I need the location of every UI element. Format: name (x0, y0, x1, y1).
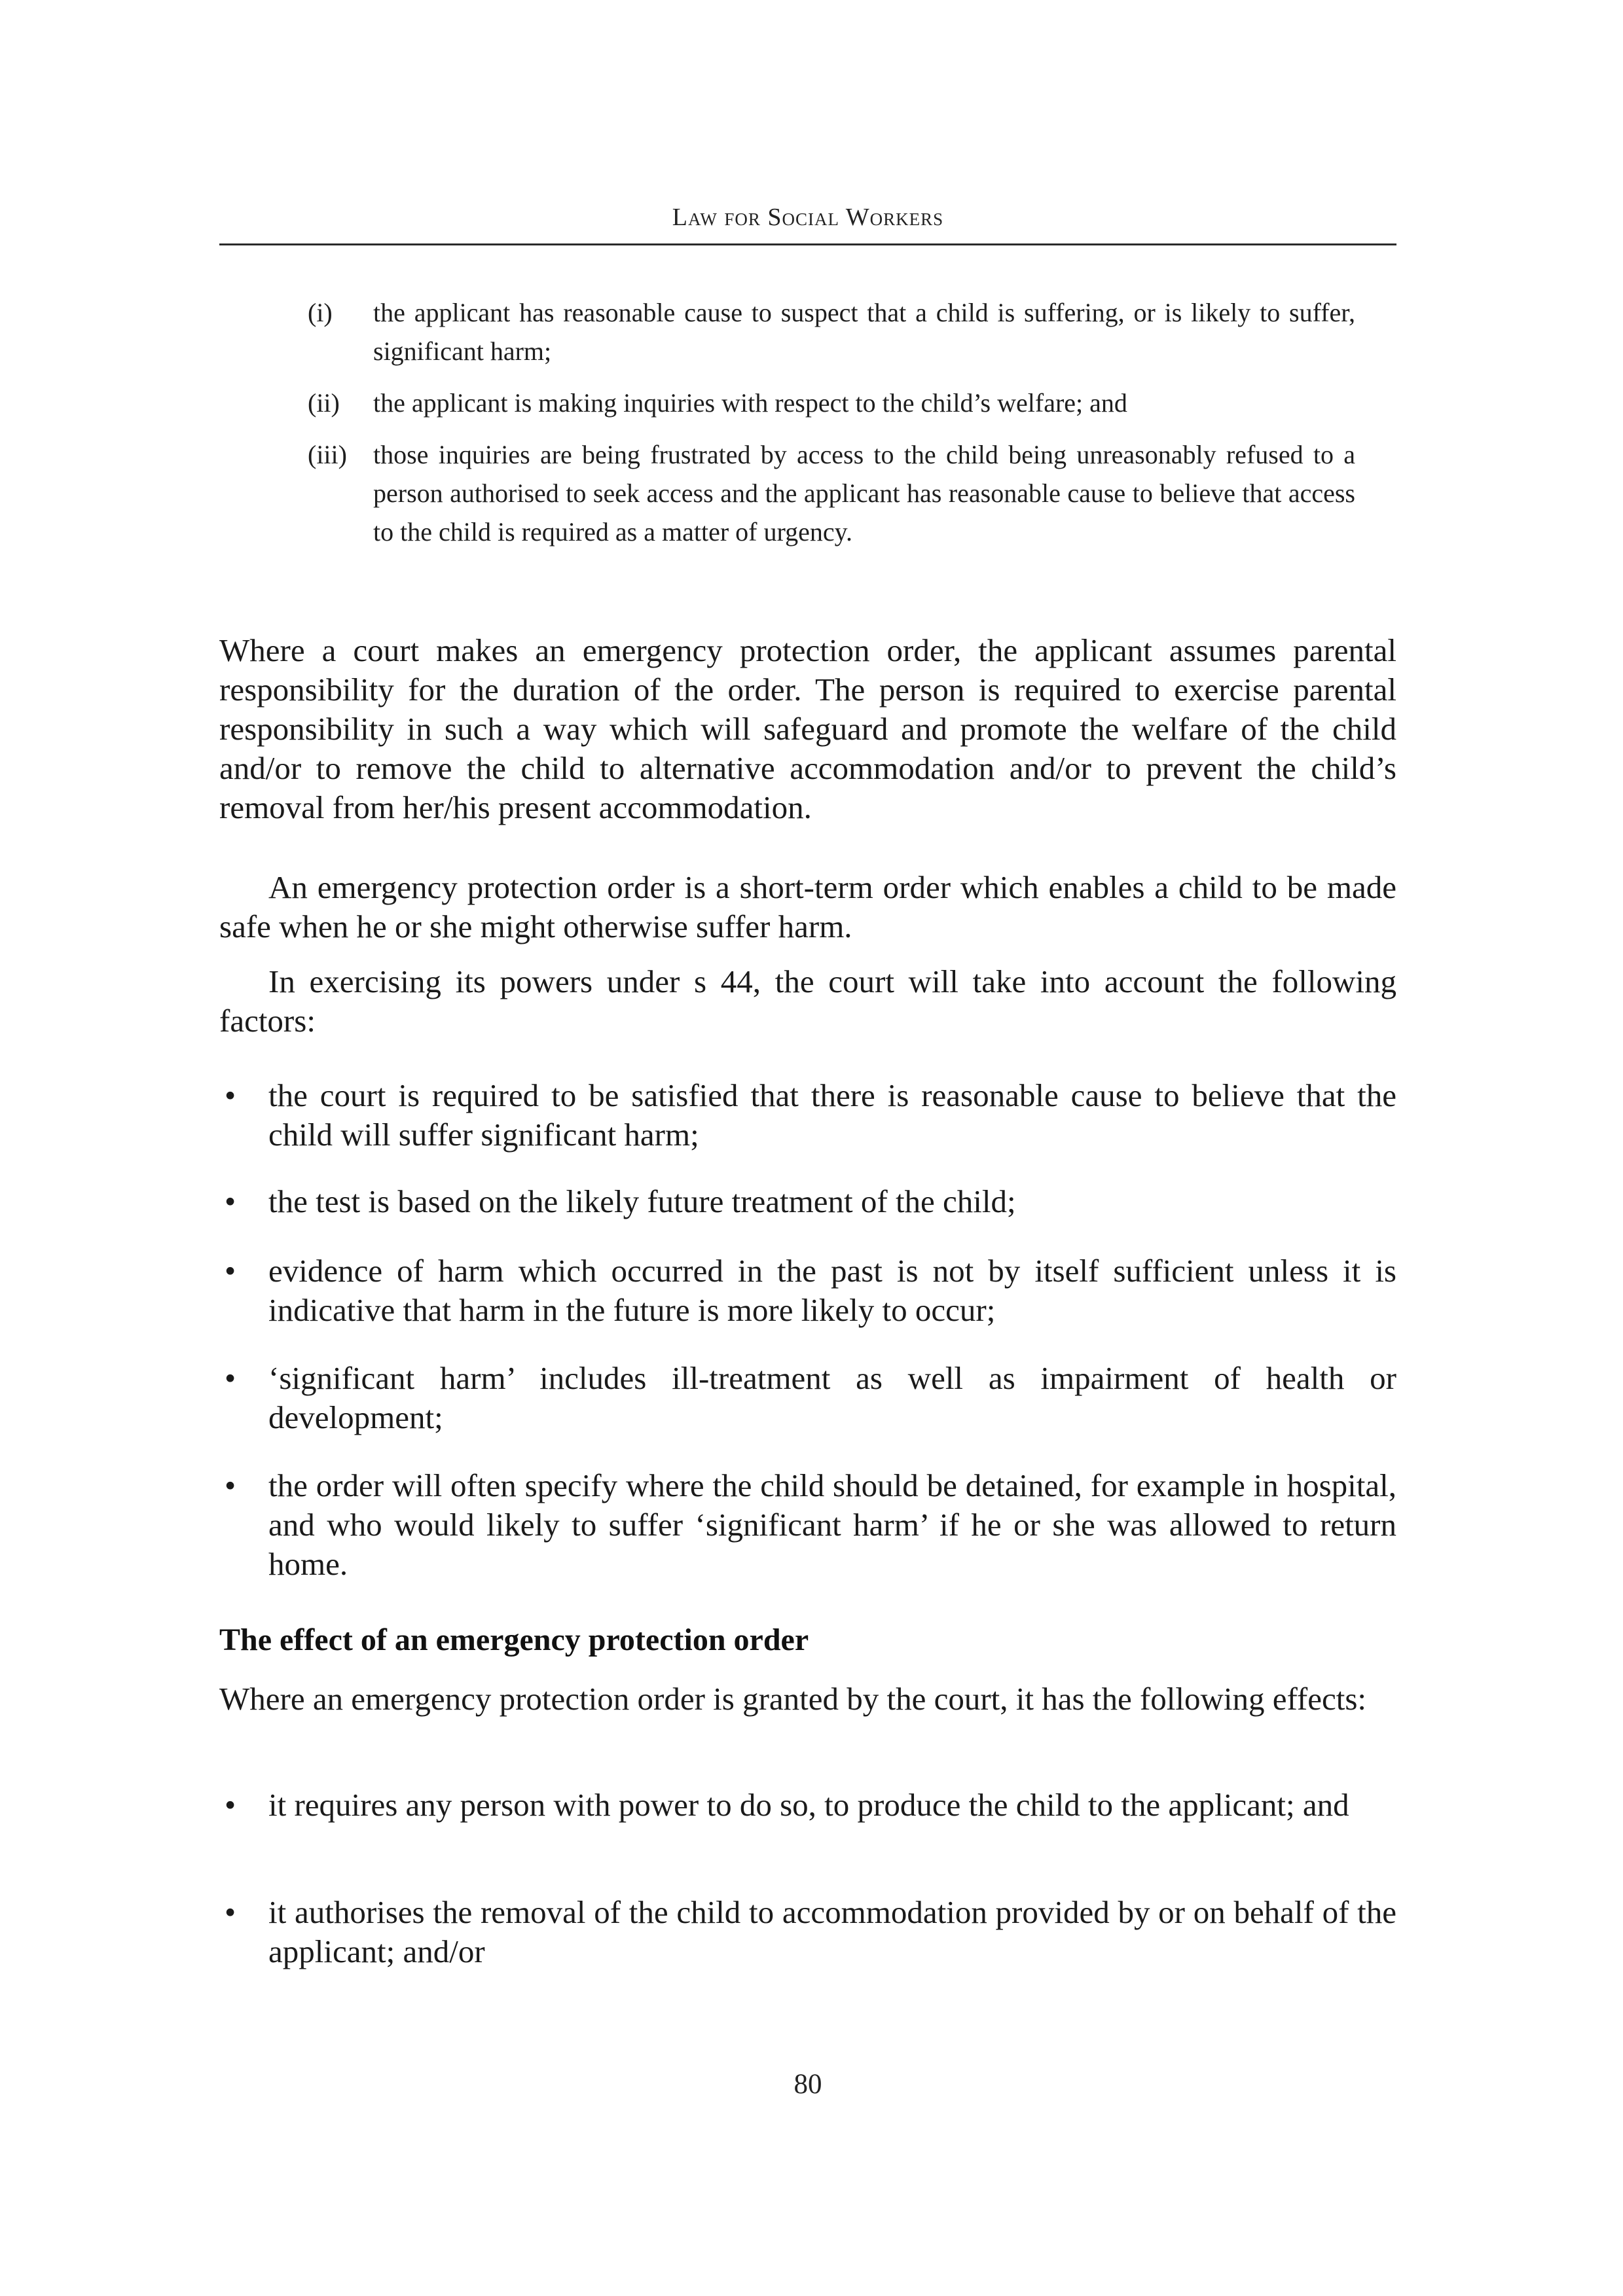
paragraph-effects-intro: Where an emergency protection order is granted by the court, it has the following effects: (219, 1681, 1367, 1717)
factor-text: the order will often specify where the child should be detained, for example in hospital, and who would likely to suffer ‘significant harm’ if he or she was allowed to return home. (268, 1467, 1396, 1582)
bullet-icon: • (225, 1183, 236, 1219)
factor-item (219, 1359, 1396, 1437)
factor-item (219, 1076, 1396, 1155)
bullet-icon: • (225, 1787, 236, 1823)
effect-item (219, 1893, 1396, 1971)
condition-item (308, 293, 1355, 370)
condition-text: the applicant has reasonable cause to suspect that a child is suffering, or is likely to suffer, significant harm; (373, 298, 1355, 366)
condition-text: those inquiries are being frustrated by access to the child being unreasonably refused to a person authorised to seek access and the applicant has reasonable cause to believe that access to the child is required as a matter of urgency. (373, 440, 1355, 547)
factor-text: evidence of harm which occurred in the past is not by itself sufficient unless it is indicative that harm in the future is more likely to occur; (268, 1253, 1396, 1328)
running-head: Law for Social Workers (672, 204, 944, 231)
effect-text: it authorises the removal of the child to accommodation provided by or on behalf of the applicant; and/or (268, 1894, 1396, 1969)
factor-item (219, 1466, 1396, 1584)
factor-item (219, 1182, 1396, 1221)
condition-number: (ii) (308, 388, 340, 418)
paragraph-short-term-order: An emergency protection order is a short-term order which enables a child to be made safe when he or she might otherwise suffer harm. (219, 869, 1396, 944)
condition-number: (i) (308, 298, 333, 327)
factor-text: the court is required to be satisfied that there is reasonable cause to believe that the child will suffer significant harm; (268, 1077, 1396, 1153)
condition-text: the applicant is making inquiries with respect to the child’s welfare; and (373, 388, 1127, 418)
paragraph-assumes-responsibility: Where a court makes an emergency protection order, the applicant assumes parental responsibility for the duration of the order. The person is required to exercise parental responsibility in such a way which will safeguard and promote the welfare of the child and/or to remove the child to alternative accommodation and/or to prevent the child’s removal from her/his present accommodation. (219, 632, 1396, 825)
bullet-icon: • (225, 1467, 236, 1503)
factor-item (219, 1251, 1396, 1330)
effect-item (219, 1785, 1396, 1825)
effect-text: it requires any person with power to do so, to produce the child to the applicant; and (268, 1787, 1349, 1823)
conditions-list (308, 293, 1355, 564)
bullet-icon: • (225, 1360, 236, 1396)
bullet-icon: • (225, 1077, 236, 1113)
paragraph-factors-intro: In exercising its powers under s 44, the court will take into account the following factors: (219, 963, 1396, 1039)
bullet-icon: • (225, 1253, 236, 1289)
factor-text: ‘significant harm’ includes ill-treatment as well as impairment of health or development; (268, 1360, 1396, 1435)
header-rule (219, 243, 1396, 245)
factor-text: the test is based on the likely future treatment of the child; (268, 1183, 1016, 1219)
condition-item (308, 435, 1355, 551)
condition-number: (iii) (308, 440, 347, 469)
bullet-icon: • (225, 1894, 236, 1930)
page-number: 80 (793, 2069, 822, 2100)
section-heading: The effect of an emergency protection order (219, 1623, 809, 1657)
condition-item (308, 384, 1355, 422)
